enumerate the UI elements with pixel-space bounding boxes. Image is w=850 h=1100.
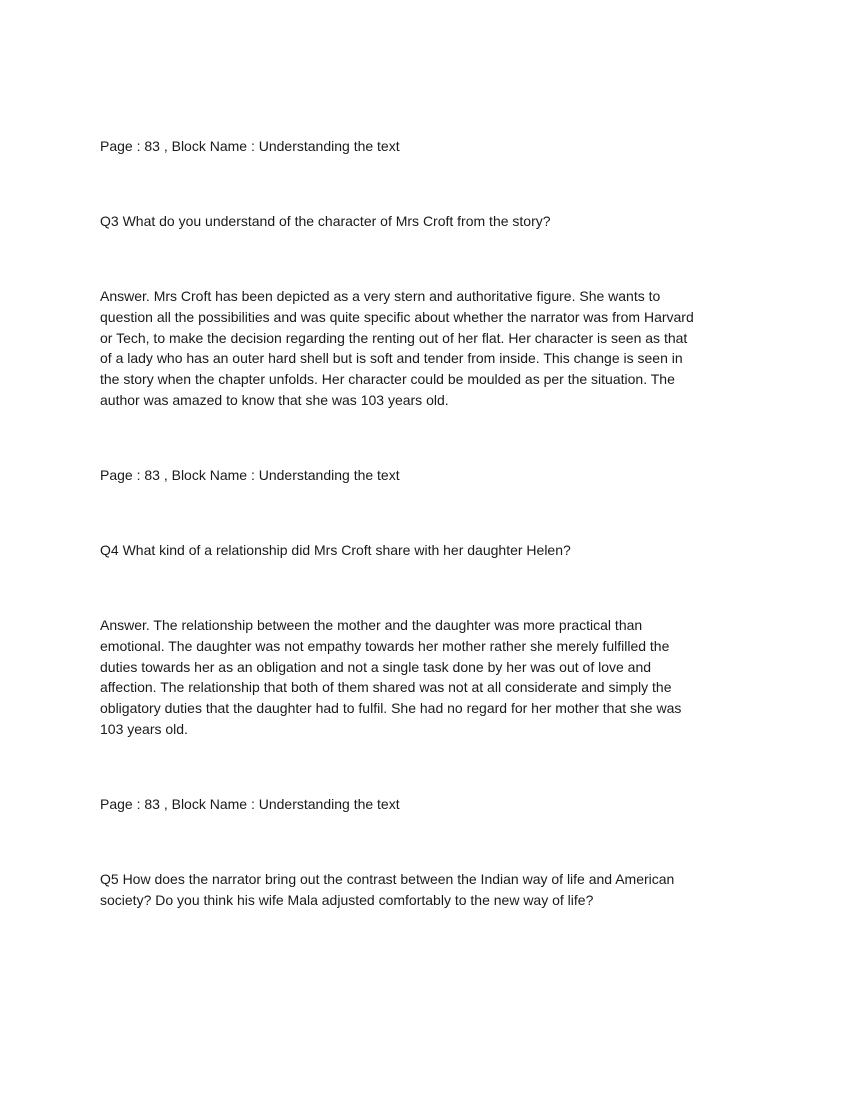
question-q4: Q4 What kind of a relationship did Mrs Croft share with her daughter Helen? (100, 542, 571, 558)
block-header: Page : 83 , Block Name : Understanding the text (100, 796, 400, 812)
answer-line: author was amazed to know that she was 103 years old. (100, 391, 449, 408)
answer-line: the story when the chapter unfolds. Her character could be moulded as per the situation. The (100, 371, 675, 388)
answer-line: affection. The relationship that both of them shared was not at all considerate and simply the (100, 679, 672, 696)
answer-line: duties towards her as an obligation and not a single task done by her was out of love and (100, 658, 652, 675)
block-header: Page : 83 , Block Name : Understanding the text (100, 138, 400, 154)
answer-line: Answer. Mrs Croft has been depicted as a very stern and authoritative figure. She wants to (100, 288, 661, 304)
answer-line: 103 years old. (100, 720, 188, 737)
answer-q3 (100, 286, 750, 411)
block-header: Page : 83 , Block Name : Understanding the text (100, 467, 400, 483)
answer-line: or Tech, to make the decision regarding the renting out of her flat. Her character is seen as that (100, 329, 688, 346)
question-q3: Q3 What do you understand of the character of Mrs Croft from the story? (100, 213, 551, 229)
answer-line: Answer. The relationship between the mother and the daughter was more practical than (100, 617, 643, 633)
answer-line: of a lady who has an outer hard shell but is soft and tender from inside. This change is seen in (100, 350, 683, 367)
answer-line: emotional. The daughter was not empathy towards her mother rather she merely fulfilled the (100, 637, 670, 654)
question-line: Q5 How does the narrator bring out the contrast between the Indian way of life and American (100, 871, 675, 887)
question-q5 (100, 869, 750, 911)
question-line: society? Do you think his wife Mala adjusted comfortably to the new way of life? (100, 891, 594, 908)
answer-q4 (100, 615, 750, 740)
answer-line: obligatory duties that the daughter had to fulfil. She had no regard for her mother that she was (100, 700, 682, 717)
answer-line: question all the possibilities and was quite specific about whether the narrator was from Harvard (100, 308, 694, 325)
